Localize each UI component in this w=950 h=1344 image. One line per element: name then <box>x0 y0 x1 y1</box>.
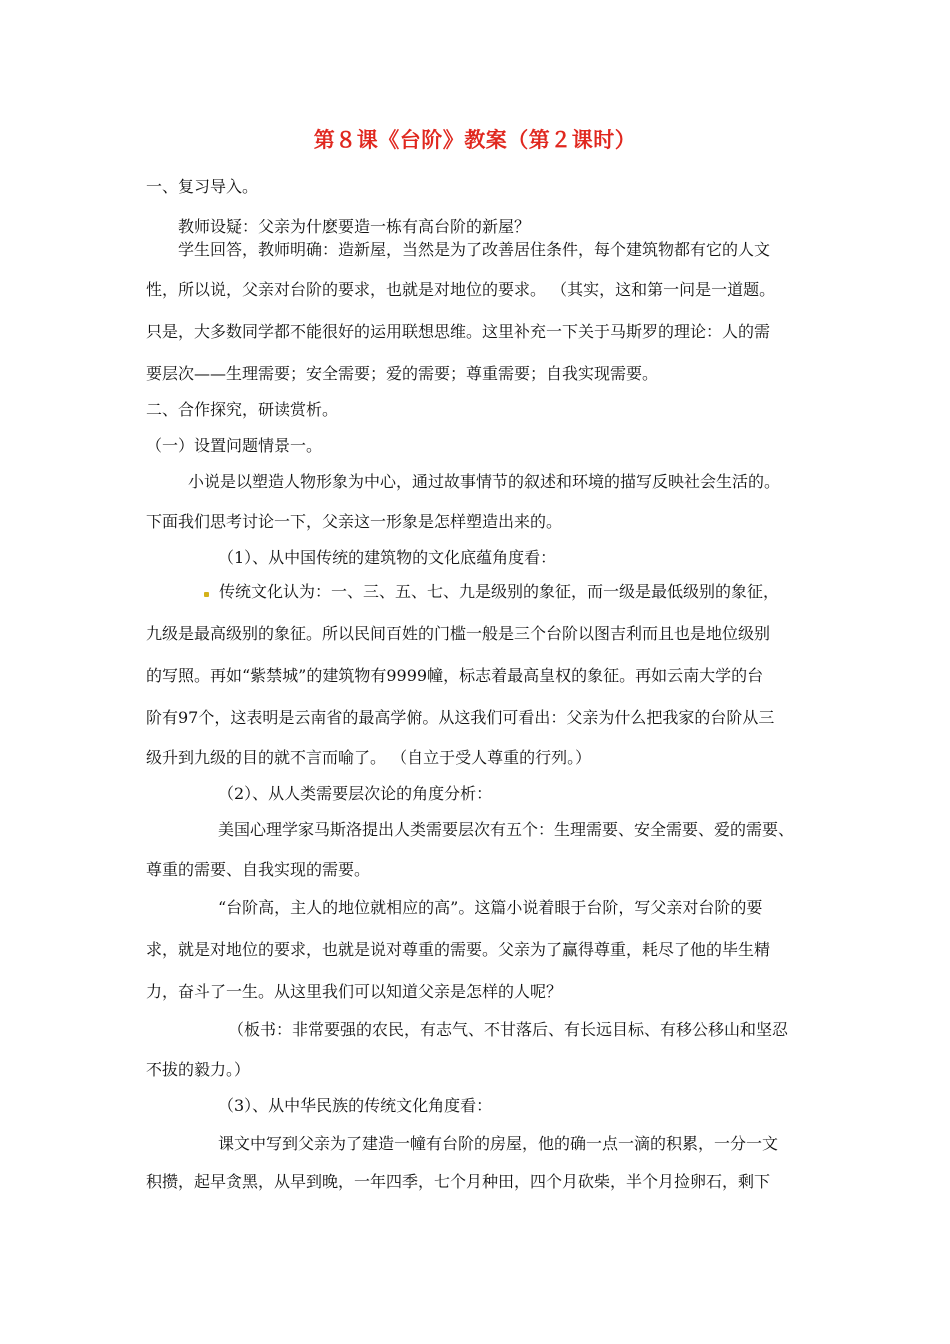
paragraph-text: 传统文化认为：一、三、五、七、九是级别的象征，而一级是最低级别的象征， <box>219 582 780 601</box>
board-note-line: 不拔的毅力。） <box>146 1060 251 1079</box>
subheading-scenario-1: （一）设置问题情景一。 <box>146 436 323 455</box>
paragraph-line: 尊重的需要、自我实现的需要。 <box>146 860 371 879</box>
document-title: 第８课《台阶》教案（第２课时） <box>313 127 637 152</box>
paragraph-line: 积攒，起早贪黑，从早到晚，一年四季，七个月种田，四个月砍柴，半个月捡卵石，剩下 <box>146 1172 771 1191</box>
paragraph-line: 小说是以塑造人物形象为中心，通过故事情节的叙述和环境的描写反映社会生活的。 <box>188 472 781 491</box>
bullet-dot-icon <box>204 592 209 597</box>
paragraph-line: “台阶高，主人的地位就相应的高”。这篇小说着眼于台阶，写父亲对台阶的要 <box>218 898 763 917</box>
paragraph-line: 求，就是对地位的要求，也就是说对尊重的需要。父亲为了赢得尊重，耗尽了他的毕生精 <box>146 940 771 959</box>
paragraph-line: 美国心理学家马斯洛提出人类需要层次有五个：生理需要、安全需要、爱的需要、 <box>218 820 795 839</box>
paragraph-line: 下面我们思考讨论一下，父亲这一形象是怎样塑造出来的。 <box>146 512 563 531</box>
paragraph-line: 只是，大多数同学都不能很好的运用联想思维。这里补充一下关于马斯罗的理论：人的需 <box>146 322 771 341</box>
paragraph-line: 性，所以说，父亲对台阶的要求，也就是对地位的要求。 （其实，这和第一问是一道题。 <box>146 280 776 299</box>
paragraph-line: 阶有97个，这表明是云南省的最高学俯。从这我们可看出：父亲为什么把我家的台阶从三 <box>146 708 775 727</box>
paragraph-line: 九级是最高级别的象征。所以民间百姓的门槛一般是三个台阶以图吉利而且也是地位级别 <box>146 624 771 643</box>
point-1-heading: （1）、从中国传统的建筑物的文化底蕴角度看： <box>218 548 557 567</box>
board-note-line: （板书：非常要强的农民，有志气、不甘落后、有长远目标、有移公移山和坚忍 <box>228 1020 789 1039</box>
paragraph-line: 课文中写到父亲为了建造一幢有台阶的房屋，他的确一点一滴的积累，一分一文 <box>218 1134 779 1153</box>
heading-review: 一、复习导入。 <box>146 177 259 196</box>
point-3-heading: （3）、从中华民族的传统文化角度看： <box>218 1096 493 1115</box>
paragraph-line: 级升到九级的目的就不言而喻了。 （自立于受人尊重的行列。） <box>146 748 592 767</box>
paragraph-line: 教师设疑：父亲为什麽要造一栋有高台阶的新屋？ <box>178 217 531 236</box>
paragraph-line: 力，奋斗了一生。从这里我们可以知道父亲是怎样的人呢？ <box>146 982 563 1001</box>
paragraph-line: 的写照。再如“紫禁城”的建筑物有9999幢，标志着最高皇权的象征。再如云南大学的台 <box>146 666 764 685</box>
point-2-heading: （2）、从人类需要层次论的角度分析： <box>218 784 493 803</box>
paragraph-line: 要层次——生理需要；安全需要；爱的需要；尊重需要；自我实现需要。 <box>146 364 659 383</box>
paragraph-line <box>204 582 779 602</box>
paragraph-line: 学生回答，教师明确：造新屋，当然是为了改善居住条件，每个建筑物都有它的人文 <box>178 240 771 259</box>
heading-explore: 二、合作探究，研读赏析。 <box>146 400 339 419</box>
